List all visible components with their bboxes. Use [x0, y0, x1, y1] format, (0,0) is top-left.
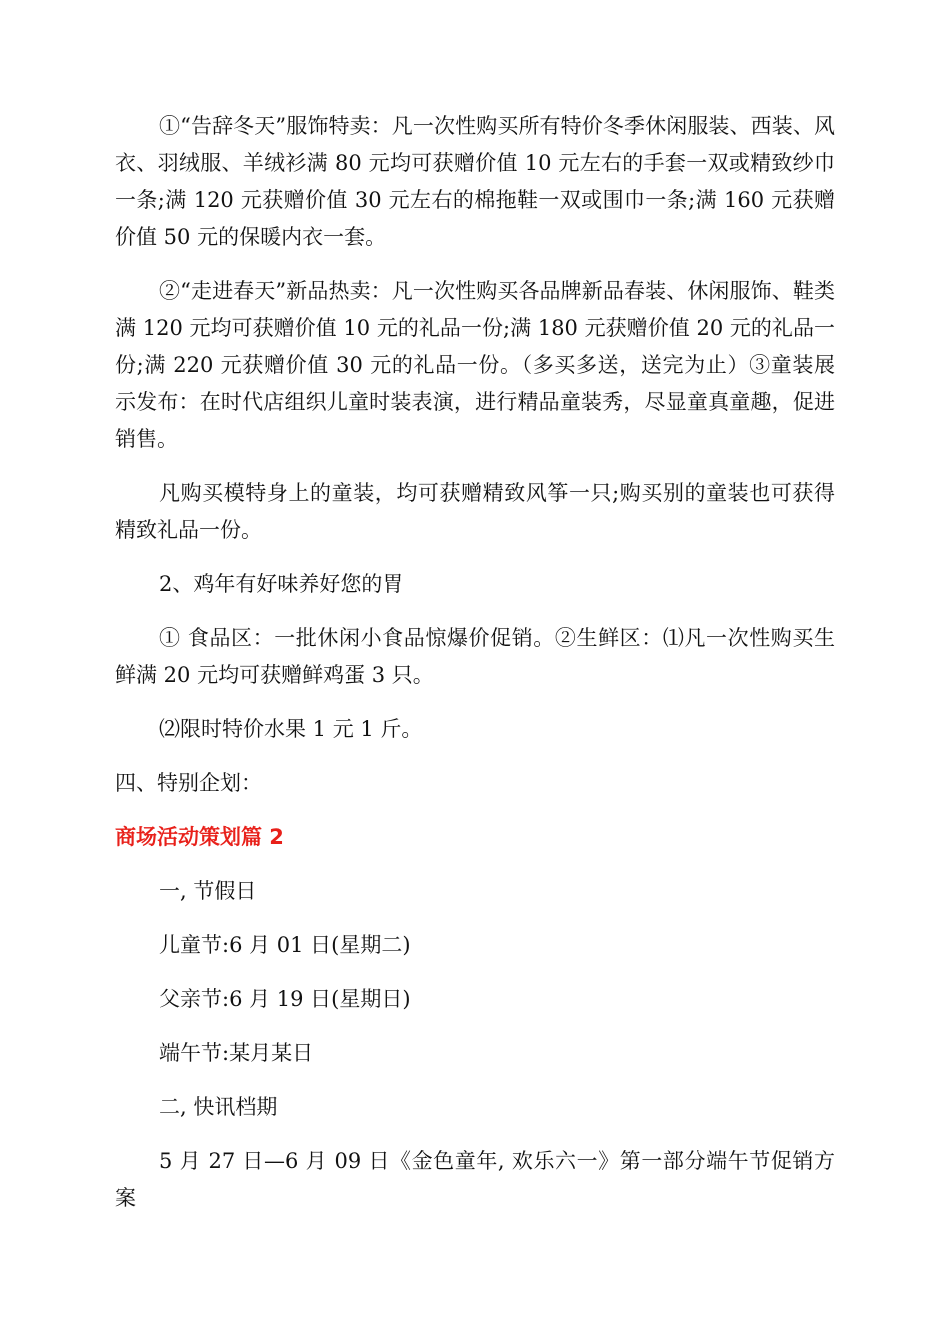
paragraph-spring-new-arrivals: ②“走进春天”新品热卖：凡一次性购买各品牌新品春装、休闲服饰、鞋类满 120 元均可获赠价值 10 元的礼品一份;满 180 元获赠价值 20 元的礼品一份;满 220 元获赠价值 30 元的礼品一份。（多买多送，送完为止）③童装展示发布：在时代店组织儿童时装表演，进行精品童装秀，尽显童真童趣，促进销售。 [115, 279, 835, 451]
paragraph-fathers-day: 父亲节:6 月 19 日(星期日) [159, 987, 411, 1011]
paragraph-holidays-title: 一, 节假日 [159, 879, 257, 903]
paragraph-flyer-schedule-title: 二, 快讯档期 [159, 1095, 278, 1119]
paragraph-fruit-special: ⑵限时特价水果 1 元 1 斤。 [159, 717, 423, 741]
section-heading: 商场活动策划篇 2 [115, 825, 284, 849]
paragraph-flyer-schedule-detail: 5 月 27 日—6 月 09 日《金色童年, 欢乐六一》第一部分端午节促销方案 [115, 1149, 835, 1210]
paragraph-dragon-boat: 端午节:某月某日 [159, 1041, 314, 1065]
paragraph-winter-clothing-sale: ①“告辞冬天”服饰特卖：凡一次性购买所有特价冬季休闲服装、西装、风衣、羽绒服、羊绒衫满 80 元均可获赠价值 10 元左右的手套一双或精致纱巾一条;满 120 元获赠价值 30 元左右的棉拖鞋一双或围巾一条;满 160 元获赠价值 50 元的保暖内衣一套。 [115, 114, 835, 249]
paragraph-special-planning: 四、特别企划： [115, 771, 262, 795]
paragraph-childrens-day: 儿童节:6 月 01 日(星期二) [159, 933, 411, 957]
paragraph-food-section-title: 2、鸡年有好味养好您的胃 [159, 572, 404, 596]
paragraph-kids-clothing-gift: 凡购买模特身上的童装，均可获赠精致风筝一只;购买别的童装也可获得精致礼品一份。 [115, 481, 835, 542]
document-body [115, 108, 835, 1234]
paragraph-food-fresh-promo: ① 食品区：一批休闲小食品惊爆价促销。②生鲜区：⑴凡一次性购买生鲜满 20 元均可获赠鲜鸡蛋 3 只。 [115, 626, 835, 687]
